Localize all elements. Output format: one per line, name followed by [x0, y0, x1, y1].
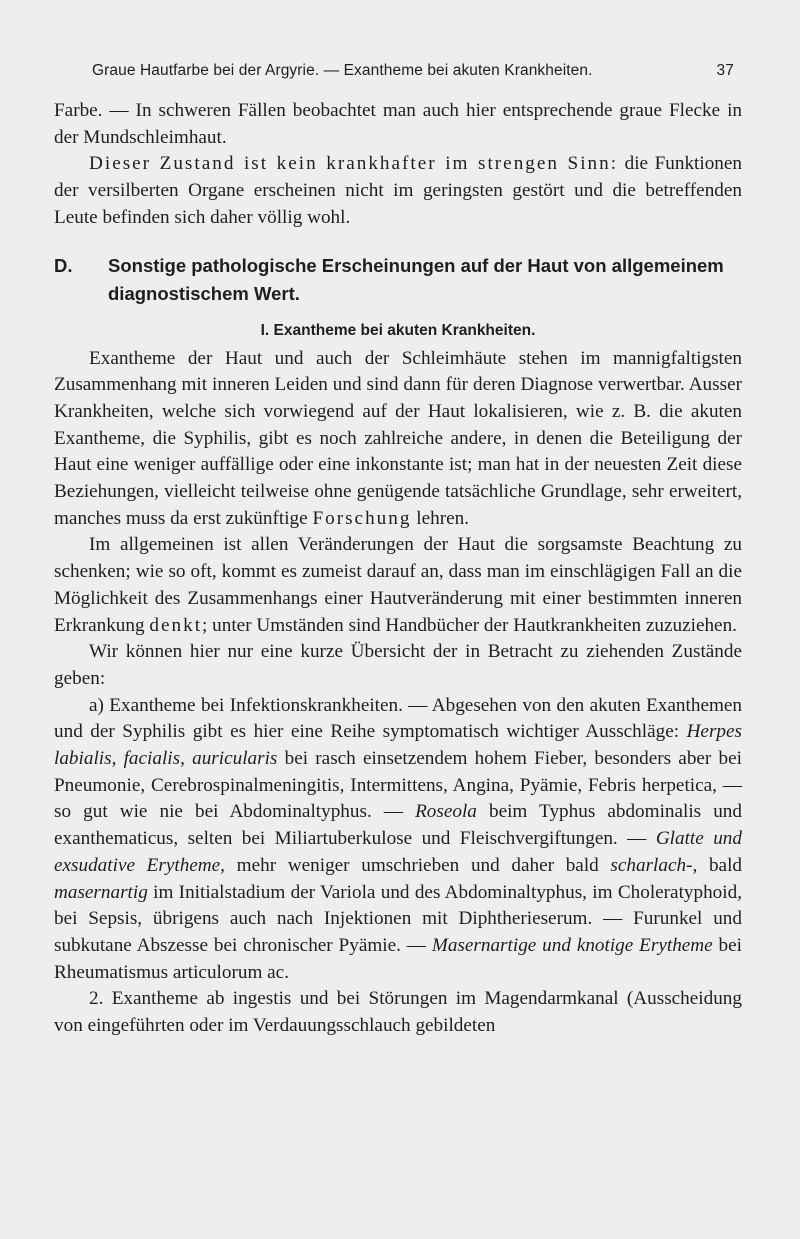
running-header: [92, 62, 734, 80]
spaced-emphasis: Forschung: [312, 507, 412, 529]
italic-term: masernartig: [54, 881, 148, 903]
paragraph-1: [54, 98, 742, 151]
paragraph-3-end: lehren.: [411, 507, 469, 529]
paragraph-6: [54, 693, 742, 987]
paragraph-6-text: beim Typhus abdominalis und exanthematicus, selten bei Miliartuberkulose und Fleischvergiftungen. —: [54, 801, 742, 850]
paragraph-1-text: Farbe. — In schweren Fällen beobachtet man auch hier entsprechende graue Flecke in der Mundschleimhaut.: [54, 100, 742, 148]
paragraph-3-text: Exantheme der Haut und auch der Schleimhäute stehen im mannigfaltigsten Zusammenhang mit inneren Leiden und sind dann für deren Diagnose verwertbar. Ausser Krankheiten, welche sich vorwiegend auf der Haut lokalisieren, wie z. B. die akuten Exantheme, die Syphilis, gibt es noch zahlreiche andere, in denen die Beteiligung der Haut eine weniger auffällige oder eine inkonstante ist; man hat in der neuesten Zeit diese Beziehungen, vielleicht teilweise ohne genügende tatsächliche Grundlage, sehr erweitert, manches muss da erst zukünftige: [54, 347, 742, 529]
paragraph-4-end: ; unter Umständen sind Handbücher der Hautkrankheiten zuzuziehen.: [202, 614, 737, 636]
italic-term: scharlach-,: [610, 854, 698, 876]
italic-term: Roseola: [415, 801, 477, 823]
subsection-heading: [54, 318, 742, 344]
section-d-title: Sonstige pathologische Erscheinungen auf der Haut von allgemeinem diagnostischem Wert.: [108, 254, 724, 304]
spaced-emphasis: denkt: [149, 614, 203, 636]
paragraph-3: [54, 346, 742, 533]
paragraph-2-text: die Funktionen der versilberten Organe erscheinen nicht im geringsten gestört und die betreffenden Leute befinden sich daher völlig wohl.: [54, 153, 742, 228]
paragraph-5: [54, 639, 742, 692]
italic-term: Herpes labialis, facialis, auricularis: [54, 721, 742, 770]
page-body: [54, 98, 742, 1040]
italic-term: Glatte und exsudative Erytheme,: [54, 828, 742, 876]
paragraph-4-text: Im allgemeinen ist allen Veränderungen der Haut die sorgsamste Beachtung zu schenken; wie so oft, kommt es zumeist darauf an, dass man im einschlägigen Fall an die Möglichkeit des Zusammenhangs einer Hautveränderung mit einer bestimmten inneren Erkrankung: [54, 534, 742, 636]
paragraph-6-text: bei Rheumatismus articulorum ac.: [54, 934, 742, 983]
paragraph-6-text: bei rasch einsetzendem hohem Fieber, besonders aber bei Pneumonie, Cerebrospinalmeningitis, Intermittens, Angina, Pyämie, Febris herpetica, — so gut wie nie bei Abdominaltyphus. —: [54, 748, 742, 823]
subsection-title: I. Exantheme bei akuten Krankheiten.: [260, 321, 536, 339]
paragraph-5-text: Wir können hier nur eine kurze Übersicht der in Betracht zu ziehenden Zustände geben:: [54, 641, 742, 689]
page-number: 37: [716, 62, 734, 79]
section-d-label: D.: [54, 254, 73, 276]
paragraph-7-text: 2. Exantheme ab ingestis und bei Störungen im Magendarmkanal (Ausscheidung von eingeführten oder im Verdauungsschlauch gebildeten: [54, 988, 742, 1037]
paragraph-7: [54, 986, 742, 1039]
section-heading-d: [54, 252, 742, 308]
paragraph-6-text: bald: [697, 854, 742, 876]
paragraph-6-text: mehr weniger umschrieben und daher bald: [224, 854, 611, 876]
paragraph-2: [54, 151, 742, 231]
paragraph-6-text: im Initialstadium der Variola und des Abdominaltyphus, im Choleratyphoid, bei Sepsis, übrigens auch nach Injektionen mit Diphtherieserum. — Furunkel und subkutane Abszesse bei chronischer Pyämie. —: [54, 881, 742, 956]
spaced-emphasis: Dieser Zustand ist kein krankhafter im strengen Sinn:: [89, 153, 619, 175]
paragraph-6-text: a) Exantheme bei Infektionskrankheiten. — Abgesehen von den akuten Exanthemen und der Syphilis gibt es hier eine Reihe symptomatisch wichtiger Ausschläge:: [54, 694, 742, 743]
italic-term: Masernartige und knotige Erytheme: [431, 934, 713, 956]
paragraph-4: [54, 532, 742, 639]
header-title: Graue Hautfarbe bei der Argyrie. — Exantheme bei akuten Krankheiten.: [92, 62, 593, 79]
